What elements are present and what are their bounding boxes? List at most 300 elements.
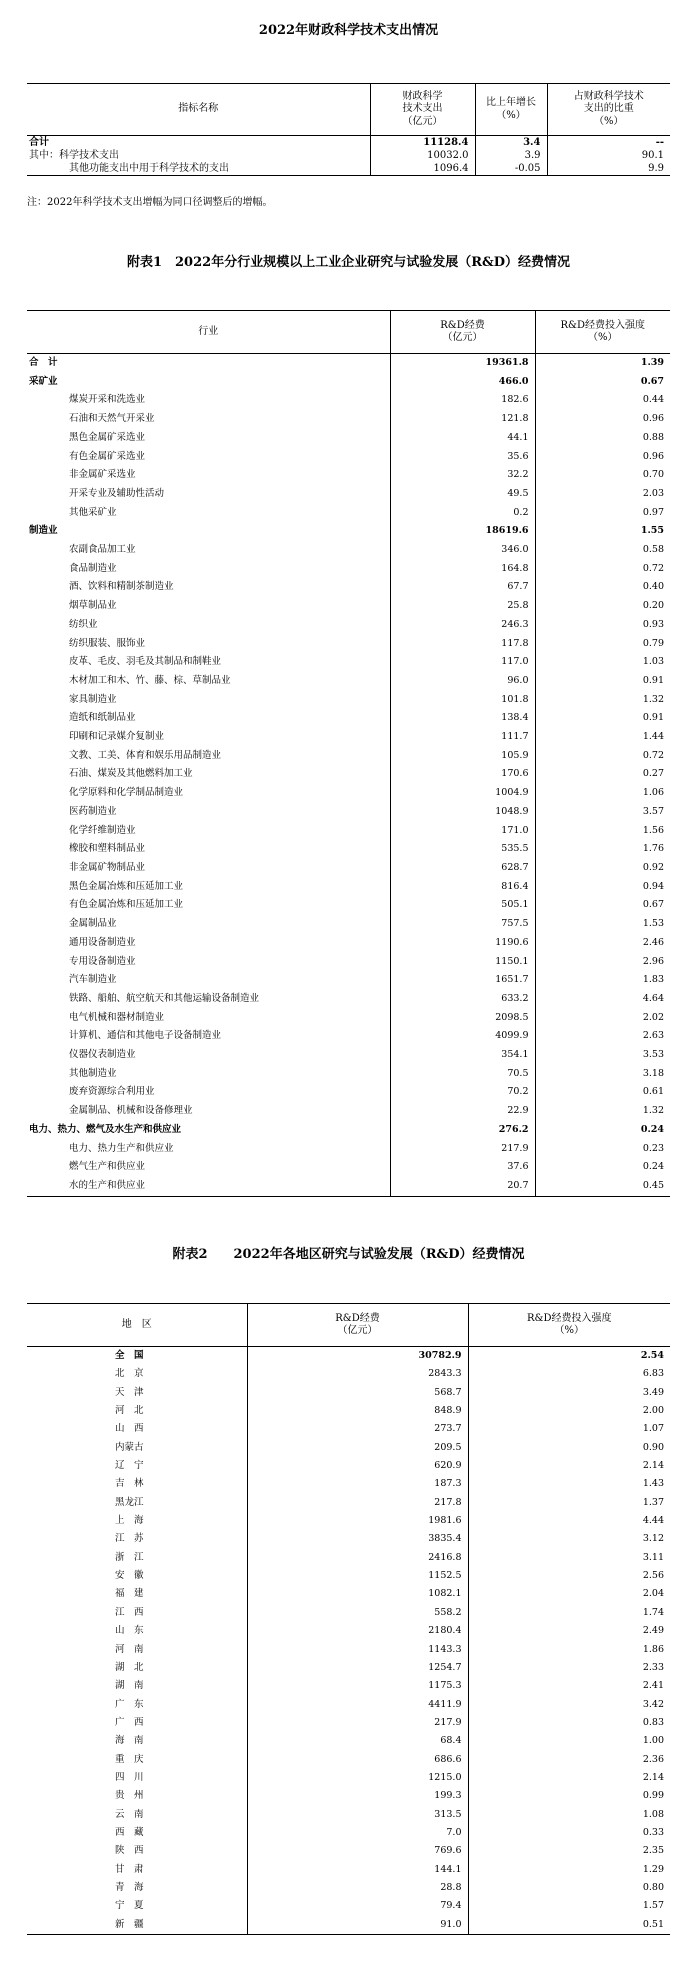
rd-expenditure-value: 505.1 xyxy=(390,896,535,915)
table-row xyxy=(27,1102,670,1121)
rd-intensity-value: 2.14 xyxy=(468,1769,670,1787)
rd-intensity-value: 1.55 xyxy=(535,522,670,541)
table-row xyxy=(27,747,670,766)
rd-intensity-value: 0.40 xyxy=(535,578,670,597)
rd-expenditure-value: 1150.1 xyxy=(390,953,535,972)
rd-expenditure-value: 535.5 xyxy=(390,840,535,859)
row-label: 湖 南 xyxy=(115,1680,144,1692)
row-label: 有色金属冶炼和压延加工业 xyxy=(69,899,184,911)
row-label: 煤炭开采和洗选业 xyxy=(69,394,146,406)
rd-intensity-value: 2.96 xyxy=(535,953,670,972)
row-label: 浙 江 xyxy=(115,1551,144,1563)
rd-expenditure-value: 67.7 xyxy=(390,578,535,597)
row-label: 汽车制造业 xyxy=(69,974,117,986)
rd-expenditure-value: 182.6 xyxy=(390,391,535,410)
table1-title: 附表1 2022年分行业规模以上工业企业研究与试验发展（R&D）经费情况 xyxy=(126,255,571,270)
rd-expenditure-value: 117.8 xyxy=(390,635,535,654)
rd-intensity-value: 3.53 xyxy=(535,1046,670,1065)
rd-intensity-value: 1.00 xyxy=(468,1732,670,1750)
table-row: 合计 11128.4 3.4 -- xyxy=(27,136,670,150)
rd-expenditure-value: 170.6 xyxy=(390,765,535,784)
row-label: 合 计 xyxy=(29,357,58,368)
rd-expenditure-value: 35.6 xyxy=(390,448,535,467)
row-label: 黑色金属矿采选业 xyxy=(69,431,146,443)
rd-expenditure-value: 1651.7 xyxy=(390,971,535,990)
rd-intensity-value: 1.57 xyxy=(468,1897,670,1915)
table-row xyxy=(27,578,670,597)
rd-intensity-value: 2.54 xyxy=(468,1347,670,1366)
row-label: 印刷和记录媒介复制业 xyxy=(69,731,165,743)
row-label: 江 西 xyxy=(115,1606,144,1618)
row-label: 云 南 xyxy=(115,1808,144,1820)
rd-expenditure-value: 96.0 xyxy=(390,672,535,691)
table-row xyxy=(27,373,670,392)
row-label: 青 海 xyxy=(115,1881,144,1893)
row-label: 河 北 xyxy=(115,1405,144,1417)
table-row: 其中：科学技术支出 10032.0 3.9 90.1 xyxy=(27,149,670,162)
rd-expenditure-value: 1981.6 xyxy=(247,1512,468,1530)
rd-intensity-value: 0.24 xyxy=(535,1121,670,1140)
table-row xyxy=(27,1861,670,1879)
rd-intensity-value: 0.27 xyxy=(535,765,670,784)
table-row xyxy=(27,1585,670,1603)
rd-intensity-value: 0.20 xyxy=(535,597,670,616)
rd-intensity-value: 2.36 xyxy=(468,1751,670,1769)
row-label: 福 建 xyxy=(115,1588,144,1600)
rd-intensity-value: 1.83 xyxy=(535,971,670,990)
table-row xyxy=(27,1177,670,1196)
rd-expenditure-value: 187.3 xyxy=(247,1475,468,1493)
header-expenditure: 财政科学 技术支出 （亿元） xyxy=(370,84,475,136)
rd-expenditure-value: 20.7 xyxy=(390,1177,535,1196)
row-label: 金属制品业 xyxy=(69,918,117,930)
rd-expenditure-value: 199.3 xyxy=(247,1787,468,1805)
rd-intensity-value: 0.93 xyxy=(535,616,670,635)
rd-expenditure-value: 28.8 xyxy=(247,1879,468,1897)
rd-intensity-value: 2.46 xyxy=(535,934,670,953)
row-label: 陕 西 xyxy=(115,1845,144,1857)
rd-intensity-value: 1.29 xyxy=(468,1861,670,1879)
rd-intensity-value: 1.74 xyxy=(468,1604,670,1622)
table-row xyxy=(27,1769,670,1787)
row-label: 有色金属矿采选业 xyxy=(69,450,146,462)
industry-rd-table xyxy=(27,310,670,1197)
rd-expenditure-value: 273.7 xyxy=(247,1420,468,1438)
rd-expenditure-value: 346.0 xyxy=(390,541,535,560)
table-row xyxy=(27,1824,670,1842)
row-label: 烟草制品业 xyxy=(69,600,117,612)
rd-intensity-value: 1.06 xyxy=(535,784,670,803)
table-row xyxy=(27,635,670,654)
table-row xyxy=(27,1384,670,1402)
rd-expenditure-value: 111.7 xyxy=(390,728,535,747)
rd-expenditure-value: 848.9 xyxy=(247,1402,468,1420)
rd-expenditure-value: 628.7 xyxy=(390,859,535,878)
row-label: 贵 州 xyxy=(115,1790,144,1802)
rd-expenditure-value: 18619.6 xyxy=(390,522,535,541)
table-row xyxy=(27,1916,670,1935)
rd-intensity-value: 1.56 xyxy=(535,822,670,841)
rd-expenditure-value: 70.2 xyxy=(390,1083,535,1102)
header-region: 地 区 xyxy=(27,1304,247,1347)
table-row xyxy=(27,1158,670,1177)
table-row xyxy=(27,1065,670,1084)
table-row xyxy=(27,391,670,410)
rd-intensity-value: 0.92 xyxy=(535,859,670,878)
row-label: 化学原料和化学制品制造业 xyxy=(69,787,184,799)
row-label: 天 津 xyxy=(115,1386,144,1398)
table-row xyxy=(27,709,670,728)
table-row xyxy=(27,878,670,897)
rd-expenditure-value: 117.0 xyxy=(390,653,535,672)
row-label: 上 海 xyxy=(115,1515,144,1527)
table-row xyxy=(27,1806,670,1824)
rd-intensity-value: 1.03 xyxy=(535,653,670,672)
rd-intensity-value: 0.23 xyxy=(535,1140,670,1159)
rd-intensity-value: 2.33 xyxy=(468,1659,670,1677)
row-label: 计算机、通信和其他电子设备制造业 xyxy=(69,1030,222,1042)
rd-intensity-value: 0.67 xyxy=(535,373,670,392)
rd-expenditure-value: 0.2 xyxy=(390,504,535,523)
row-label: 海 南 xyxy=(115,1735,144,1747)
rd-expenditure-value: 144.1 xyxy=(247,1861,468,1879)
row-label: 湖 北 xyxy=(115,1661,144,1673)
rd-intensity-value: 1.07 xyxy=(468,1420,670,1438)
row-label: 金属制品、机械和设备修理业 xyxy=(69,1105,193,1117)
rd-expenditure-value: 2098.5 xyxy=(390,1009,535,1028)
table-row xyxy=(27,1402,670,1420)
table-row xyxy=(27,990,670,1009)
rd-expenditure-value: 1175.3 xyxy=(247,1677,468,1695)
row-label: 专用设备制造业 xyxy=(69,955,136,967)
row-label: 农副食品加工业 xyxy=(69,544,136,556)
rd-expenditure-value: 1143.3 xyxy=(247,1641,468,1659)
table-row xyxy=(27,616,670,635)
row-label: 纺织服装、服饰业 xyxy=(69,637,146,649)
row-label: 宁 夏 xyxy=(115,1900,144,1912)
table-row xyxy=(27,1751,670,1769)
row-label: 非金属矿物制品业 xyxy=(69,861,146,873)
region-rd-table xyxy=(27,1303,670,1935)
row-label: 非金属矿采选业 xyxy=(69,469,136,481)
rd-intensity-value: 1.44 xyxy=(535,728,670,747)
row-label: 河 南 xyxy=(115,1643,144,1655)
row-label: 黑色金属冶炼和压延加工业 xyxy=(69,880,184,892)
rd-intensity-value: 0.72 xyxy=(535,747,670,766)
row-label: 石油和天然气开采业 xyxy=(69,413,155,425)
row-label: 其他制造业 xyxy=(69,1067,117,1079)
rd-expenditure-value: 171.0 xyxy=(390,822,535,841)
fiscal-table xyxy=(27,83,670,176)
rd-expenditure-value: 105.9 xyxy=(390,747,535,766)
table-row xyxy=(27,896,670,915)
header-growth: 比上年增长 （%） xyxy=(475,84,547,136)
table-row xyxy=(27,1787,670,1805)
rd-intensity-value: 2.14 xyxy=(468,1457,670,1475)
row-label: 四 川 xyxy=(115,1771,144,1783)
table-row xyxy=(27,1365,670,1383)
row-label: 家具制造业 xyxy=(69,693,117,705)
rd-intensity-value: 3.49 xyxy=(468,1384,670,1402)
rd-expenditure-value: 246.3 xyxy=(390,616,535,635)
rd-intensity-value: 1.37 xyxy=(468,1494,670,1512)
table2-title: 附表2 2022年各地区研究与试验发展（R&D）经费情况 xyxy=(172,1247,525,1262)
row-label: 北 京 xyxy=(115,1368,144,1380)
table-row xyxy=(27,1659,670,1677)
table-row xyxy=(27,1046,670,1065)
rd-intensity-value: 0.79 xyxy=(535,635,670,654)
row-label: 燃气生产和供应业 xyxy=(69,1161,146,1173)
rd-expenditure-value: 1048.9 xyxy=(390,803,535,822)
table-row xyxy=(27,504,670,523)
rd-intensity-value: 0.88 xyxy=(535,429,670,448)
page-title: 2022年财政科学技术支出情况 xyxy=(258,23,439,38)
rd-expenditure-value: 101.8 xyxy=(390,691,535,710)
table-row xyxy=(27,1140,670,1159)
rd-intensity-value: 4.44 xyxy=(468,1512,670,1530)
rd-intensity-value: 0.91 xyxy=(535,672,670,691)
table-row xyxy=(27,1897,670,1915)
rd-expenditure-value: 70.5 xyxy=(390,1065,535,1084)
table-row xyxy=(27,560,670,579)
rd-intensity-value: 0.83 xyxy=(468,1714,670,1732)
table-row xyxy=(27,1494,670,1512)
rd-expenditure-value: 2843.3 xyxy=(247,1365,468,1383)
table-row xyxy=(27,1842,670,1860)
rd-intensity-value: 0.24 xyxy=(535,1158,670,1177)
rd-expenditure-value: 217.9 xyxy=(390,1140,535,1159)
row-label: 木材加工和木、竹、藤、棕、草制品业 xyxy=(69,674,231,686)
rd-expenditure-value: 4099.9 xyxy=(390,1027,535,1046)
table-row xyxy=(27,822,670,841)
rd-intensity-value: 1.39 xyxy=(535,354,670,373)
row-label: 山 东 xyxy=(115,1625,144,1637)
rd-expenditure-value: 32.2 xyxy=(390,466,535,485)
rd-expenditure-value: 37.6 xyxy=(390,1158,535,1177)
table-row xyxy=(27,1347,670,1366)
row-label: 废弃资源综合利用业 xyxy=(69,1086,155,1098)
table-row xyxy=(27,541,670,560)
table-row xyxy=(27,429,670,448)
rd-expenditure-value: 68.4 xyxy=(247,1732,468,1750)
table-row xyxy=(27,1083,670,1102)
table-row xyxy=(27,1641,670,1659)
table-row xyxy=(27,1732,670,1750)
header-rd-intensity: R&D经费投入强度 （%） xyxy=(468,1304,670,1347)
table-row xyxy=(27,784,670,803)
rd-intensity-value: 4.64 xyxy=(535,990,670,1009)
row-label: 制造业 xyxy=(29,525,58,537)
row-label: 吉 林 xyxy=(115,1478,144,1490)
table-row xyxy=(27,1439,670,1457)
table-row xyxy=(27,765,670,784)
row-label: 铁路、船舶、航空航天和其他运输设备制造业 xyxy=(69,992,260,1004)
table-row xyxy=(27,653,670,672)
rd-intensity-value: 0.51 xyxy=(468,1916,670,1935)
header-indicator: 指标名称 xyxy=(27,84,370,136)
table-row xyxy=(27,1677,670,1695)
table-row xyxy=(27,1512,670,1530)
rd-intensity-value: 0.80 xyxy=(468,1879,670,1897)
table-row xyxy=(27,1530,670,1548)
rd-intensity-value: 3.18 xyxy=(535,1065,670,1084)
table-row xyxy=(27,953,670,972)
rd-intensity-value: 0.91 xyxy=(535,709,670,728)
row-label: 文教、工美、体育和娱乐用品制造业 xyxy=(69,749,222,761)
table-row xyxy=(27,1696,670,1714)
rd-expenditure-value: 217.9 xyxy=(247,1714,468,1732)
rd-expenditure-value: 121.8 xyxy=(390,410,535,429)
table-row xyxy=(27,1009,670,1028)
rd-expenditure-value: 354.1 xyxy=(390,1046,535,1065)
rd-expenditure-value: 49.5 xyxy=(390,485,535,504)
table-row xyxy=(27,1622,670,1640)
table-row xyxy=(27,691,670,710)
table-row xyxy=(27,1420,670,1438)
rd-expenditure-value: 209.5 xyxy=(247,1439,468,1457)
table-row xyxy=(27,1121,670,1140)
row-label: 西 藏 xyxy=(115,1826,144,1838)
row-label: 辽 宁 xyxy=(115,1460,144,1472)
rd-intensity-value: 6.83 xyxy=(468,1365,670,1383)
row-label: 化学纤维制造业 xyxy=(69,824,136,836)
table-row xyxy=(27,971,670,990)
rd-expenditure-value: 1004.9 xyxy=(390,784,535,803)
rd-intensity-value: 0.96 xyxy=(535,448,670,467)
rd-expenditure-value: 558.2 xyxy=(247,1604,468,1622)
table-row xyxy=(27,485,670,504)
table-row xyxy=(27,840,670,859)
rd-intensity-value: 2.49 xyxy=(468,1622,670,1640)
rd-intensity-value: 1.43 xyxy=(468,1475,670,1493)
row-label: 通用设备制造业 xyxy=(69,936,136,948)
rd-intensity-value: 3.12 xyxy=(468,1530,670,1548)
rd-expenditure-value: 633.2 xyxy=(390,990,535,1009)
row-label: 电力、热力生产和供应业 xyxy=(69,1142,174,1154)
row-label: 黑龙江 xyxy=(115,1496,144,1508)
row-label: 酒、饮料和精制茶制造业 xyxy=(69,581,174,593)
header-rd-intensity: R&D经费投入强度 （%） xyxy=(535,311,670,354)
rd-intensity-value: 0.45 xyxy=(535,1177,670,1196)
rd-intensity-value: 0.96 xyxy=(535,410,670,429)
table-row xyxy=(27,934,670,953)
rd-intensity-value: 1.53 xyxy=(535,915,670,934)
rd-expenditure-value: 757.5 xyxy=(390,915,535,934)
table-row xyxy=(27,1549,670,1567)
table-row: 其他功能支出中用于科学技术的支出 1096.4 -0.05 9.9 xyxy=(27,162,670,176)
row-label: 石油、煤炭及其他燃料加工业 xyxy=(69,768,193,780)
rd-expenditure-value: 2416.8 xyxy=(247,1549,468,1567)
rd-intensity-value: 2.00 xyxy=(468,1402,670,1420)
table-row xyxy=(27,672,670,691)
row-label: 全 国 xyxy=(115,1350,144,1361)
row-label: 造纸和纸制品业 xyxy=(69,712,136,724)
header-share: 占财政科学技术 支出的比重 （%） xyxy=(547,84,670,136)
rd-expenditure-value: 7.0 xyxy=(247,1824,468,1842)
rd-expenditure-value: 1082.1 xyxy=(247,1585,468,1603)
header-rd-expenditure: R&D经费 （亿元） xyxy=(247,1304,468,1347)
rd-expenditure-value: 568.7 xyxy=(247,1384,468,1402)
row-label: 电力、热力、燃气及水生产和供应业 xyxy=(29,1123,182,1135)
rd-expenditure-value: 22.9 xyxy=(390,1102,535,1121)
row-label: 纺织业 xyxy=(69,618,98,630)
table-note: 注：2022年科学技术支出增幅为同口径调整后的增幅。 xyxy=(27,197,273,208)
rd-intensity-value: 0.90 xyxy=(468,1439,670,1457)
rd-intensity-value: 0.44 xyxy=(535,391,670,410)
rd-intensity-value: 0.67 xyxy=(535,896,670,915)
rd-intensity-value: 1.32 xyxy=(535,1102,670,1121)
rd-expenditure-value: 30782.9 xyxy=(247,1347,468,1366)
table-row xyxy=(27,448,670,467)
rd-intensity-value: 0.97 xyxy=(535,504,670,523)
row-label: 广 西 xyxy=(115,1716,144,1728)
rd-expenditure-value: 2180.4 xyxy=(247,1622,468,1640)
rd-intensity-value: 1.08 xyxy=(468,1806,670,1824)
rd-expenditure-value: 91.0 xyxy=(247,1916,468,1935)
rd-intensity-value: 1.76 xyxy=(535,840,670,859)
row-label: 新 疆 xyxy=(27,1916,247,1935)
rd-intensity-value: 2.63 xyxy=(535,1027,670,1046)
table-row xyxy=(27,466,670,485)
row-label: 仪器仪表制造业 xyxy=(69,1049,136,1061)
rd-expenditure-value: 164.8 xyxy=(390,560,535,579)
table-row xyxy=(27,1879,670,1897)
row-label: 广 东 xyxy=(115,1698,144,1710)
rd-intensity-value: 1.32 xyxy=(535,691,670,710)
rd-expenditure-value: 19361.8 xyxy=(390,354,535,373)
rd-intensity-value: 1.86 xyxy=(468,1641,670,1659)
row-label: 山 西 xyxy=(115,1423,144,1435)
rd-intensity-value: 0.99 xyxy=(468,1787,670,1805)
rd-expenditure-value: 276.2 xyxy=(390,1121,535,1140)
row-label: 重 庆 xyxy=(115,1753,144,1765)
rd-intensity-value: 3.11 xyxy=(468,1549,670,1567)
rd-expenditure-value: 686.6 xyxy=(247,1751,468,1769)
row-label: 水的生产和供应业 xyxy=(27,1177,390,1196)
table-row xyxy=(27,1475,670,1493)
row-label: 采矿业 xyxy=(29,375,58,387)
table-row xyxy=(27,728,670,747)
row-label: 电气机械和器材制造业 xyxy=(69,1011,165,1023)
row-label: 江 苏 xyxy=(115,1533,144,1545)
table-row xyxy=(27,1604,670,1622)
rd-intensity-value: 3.42 xyxy=(468,1696,670,1714)
rd-expenditure-value: 138.4 xyxy=(390,709,535,728)
row-label: 安 徽 xyxy=(115,1570,144,1582)
rd-intensity-value: 0.61 xyxy=(535,1083,670,1102)
table-row xyxy=(27,410,670,429)
rd-intensity-value: 0.72 xyxy=(535,560,670,579)
rd-expenditure-value: 466.0 xyxy=(390,373,535,392)
rd-intensity-value: 0.33 xyxy=(468,1824,670,1842)
row-label: 医药制造业 xyxy=(69,805,117,817)
rd-expenditure-value: 4411.9 xyxy=(247,1696,468,1714)
row-label: 甘 肃 xyxy=(115,1863,144,1875)
rd-expenditure-value: 25.8 xyxy=(390,597,535,616)
rd-intensity-value: 0.70 xyxy=(535,466,670,485)
rd-expenditure-value: 1254.7 xyxy=(247,1659,468,1677)
rd-intensity-value: 3.57 xyxy=(535,803,670,822)
row-label: 橡胶和塑料制品业 xyxy=(69,843,146,855)
table-row xyxy=(27,1567,670,1585)
table-row xyxy=(27,522,670,541)
rd-intensity-value: 2.56 xyxy=(468,1567,670,1585)
header-rd-expenditure: R&D经费 （亿元） xyxy=(390,311,535,354)
table-row xyxy=(27,1027,670,1046)
table-row xyxy=(27,915,670,934)
row-label: 食品制造业 xyxy=(69,562,117,574)
rd-expenditure-value: 1190.6 xyxy=(390,934,535,953)
